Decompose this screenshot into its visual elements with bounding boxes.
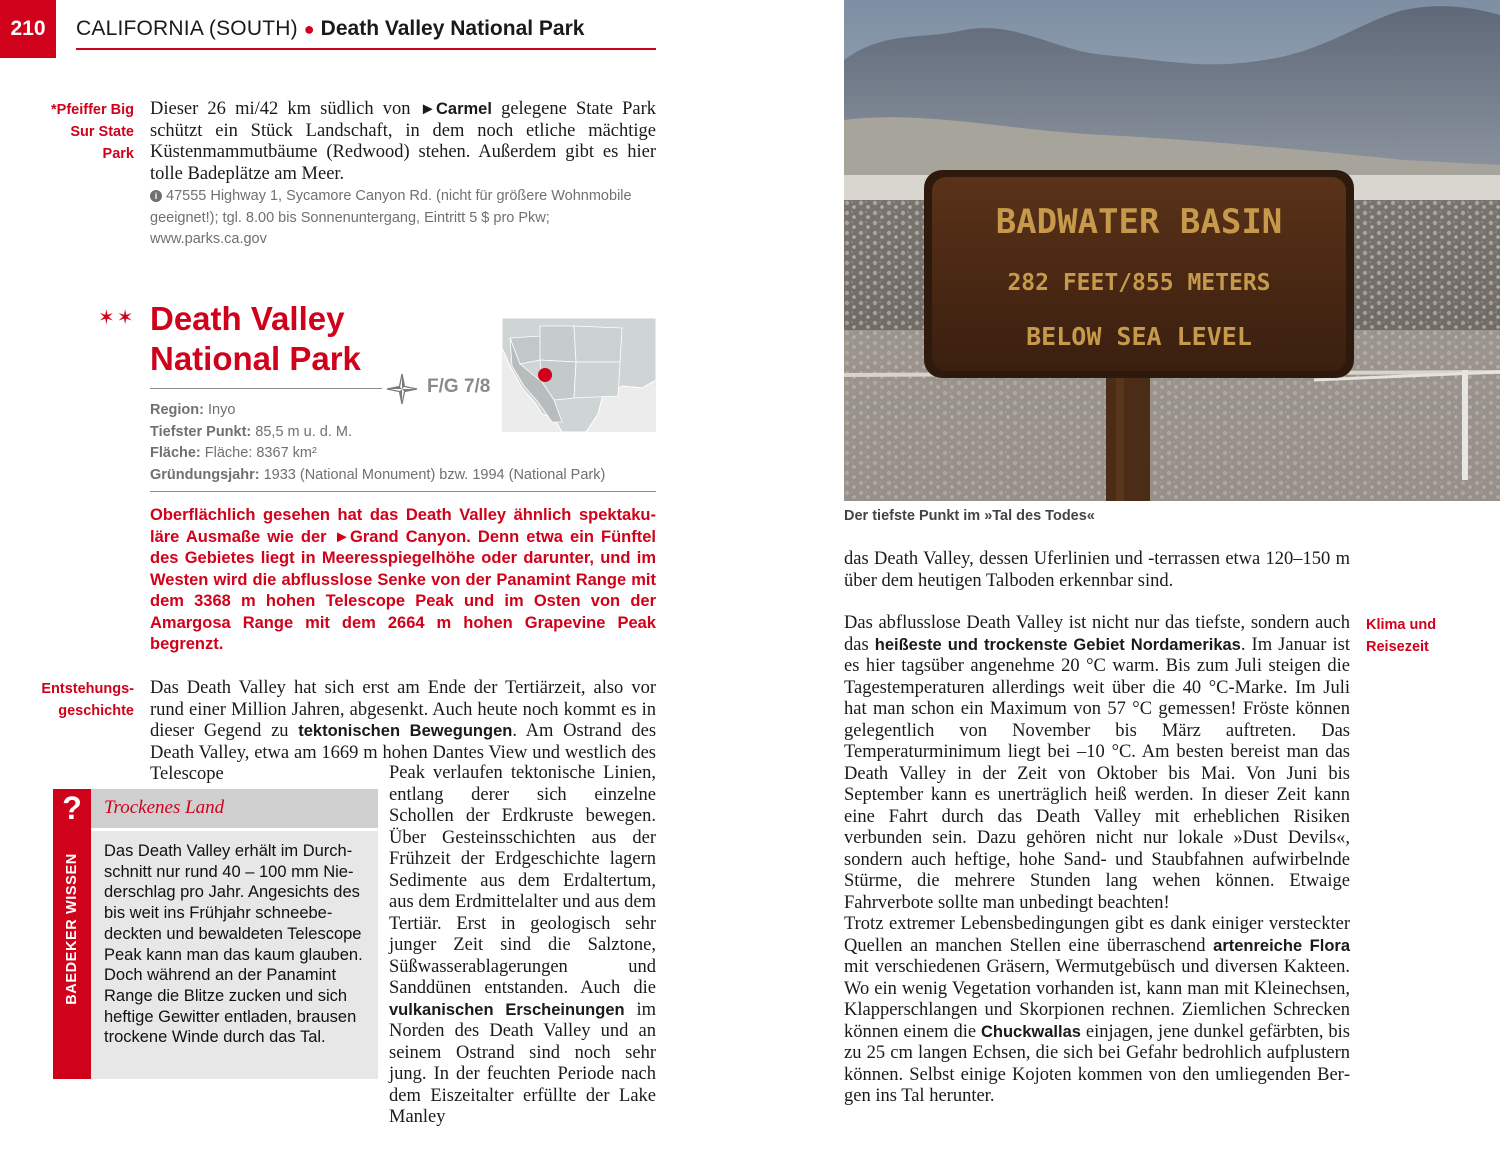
text-run: mit verschiedenen Gräsern, Wermutgebüsch und diversen Kakteen. Wo ein wenig Vegetation vorhanden ist, kann man mit Kleinechsen, Klapperschlangen und Skorpionen rechnen. Ziemlichen Schrecken können einem die [844,957,1350,1042]
sign-line-3: BELOW SEA LEVEL [1026,322,1252,351]
pfeiffer-info [150,186,656,251]
margin-note-line: Reisezeit [1366,639,1429,655]
fact-value: 1933 (National Monument) bzw. 1994 (National Park) [259,466,606,483]
running-head [76,17,584,41]
rating-stars-icon: ✶✶ [98,305,136,329]
sign-line-1: BADWATER BASIN [995,202,1283,242]
fact-label: Gründungsjahr: [150,466,260,483]
fact-label: Tiefster Punkt: [150,423,252,440]
facts-rule [150,491,656,492]
photo-caption: Der tiefste Punkt im »Tal des Todes« [844,508,1095,524]
text-run: Peak verlaufen tektonische Linien, entlang derer sich einzelne Schollen der Erdkruste bewegen. Über Gesteinsschichten aus der Frühzeit der Erdgeschichte lagern Sedimente aus dem Erdaltertum, aus dem Erdmittelalter und aus dem Tertiär. Erst in geologisch sehr junger Zeit sind die Salztone, Süßwasserablagerungen und Sanddünen entstanden. Auch die [389,763,656,998]
fact-row [150,400,656,422]
page-title [150,299,410,379]
fact-row [150,465,656,487]
info-text: 47555 Highway 1, Sycamore Canyon Rd. (nicht für größere Wohnmobile geeignet!); tgl. 8.00 bis Sonnenuntergang, Eintritt 5 $ pro Pkw; www.parks.ca.gov [150,188,632,247]
margin-note-entstehung [10,678,134,722]
page-number: 210 [0,0,56,58]
fact-value: 85,5 m u. d. M. [251,423,353,440]
keyword: heißeste und trockenste Gebiet Nordamerikas [874,635,1241,654]
text-run: im Norden des Death Valley und an seinem Ostrand sind noch sehr jung. In der feuchten Periode nach dem Eiszeitalter erfüllte der Lake Manley [389,999,656,1127]
klima-paragraph [844,613,1350,914]
info-box-separator [91,828,378,831]
fact-label: Fläche: [150,445,201,461]
keyword: vulkanischen Erscheinungen [389,1000,625,1019]
text-run: . Am Ostrand des Death Valley, etwa am 1669 m hohen Dantes View und westlich des Telescope [150,721,657,784]
text-run: Das abflusslose Death Valley ist nicht nur das tiefste, sondern auch das [844,613,1350,655]
badwater-photo [844,0,1500,501]
text-run: . Im Januar ist es hier tagsüber angenehme 20 °C warm. Bis zum Juli steigen die Tagestemperaturen allerdings weit über die 40 °C-Marke. Im Juli hat man schon ein Maximum von 57 °C gemessen! Fröste können gelegentlich von November bis März auftreten. Das Temperaturminimum liegt bei –10 °C. Am besten bereist man das Death Valley in der Zeit von Oktober bis Mai. Von Juni bis September kann es unerträglich heiß werden. In dieser Zeit kann eine Fahrt durch das Death Valley mit erheblichen Risiken verbunden sein. Dazu gehören nicht nur lokale »Dust Devils«, sondern auch heftige, hohe Sand- und Staubfahnen aufwirbelnde Stürme, die mehrere Stunden lang wehen können. Etwaige Fahrverbote sollte man unbedingt beachten! [844,634,1350,913]
header-rule [76,48,656,50]
flora-paragraph [844,914,1350,1108]
facts-list [150,400,656,486]
crossref-link[interactable]: ►Carmel [419,100,492,118]
fact-value: Inyo [203,402,236,418]
text-run: Trotz extremer Lebensbedingungen gibt es dank einiger versteckter Quellen an manchen Stellen eine überraschend [844,914,1350,956]
keyword: artenreiche Flora [1213,936,1351,955]
text-run: Oberflächlich gesehen hat das Death Valley ähnlich spektakuläre Ausmaße wie der [150,506,656,546]
fact-label: Region: [150,402,204,418]
crossref-link[interactable]: ►Grand Canyon [333,527,467,546]
entstehung-column [389,763,656,1129]
text-run: . Denn etwa ein Fünftel des Gebietes liegt in Meeresspiegelhöhe oder darunter, und im Westen wird die abflusslose Senke von der Panamint Range mit dem 3368 m hohen Telescope Peak und im Osten von der Amargosa Range mit dem 2664 m hohen Grapevine Peak begrenzt. [150,527,656,653]
text-run: einjagen, jene dunkel gefärbten, bis zu 25 cm langen Echsen, die sich bei Gefahr bedrohlich aufplustern können. Selbst einige Kojoten kommen von den umliegenden Bergen ins Tal herunter. [844,1021,1350,1106]
question-mark-icon: ? [62,789,82,826]
keyword: tektonischen Bewegungen [298,722,513,740]
text-run: Dieser 26 mi/42 km südlich von [150,99,420,119]
pfeiffer-paragraph [150,99,656,185]
margin-note-klima [1366,614,1496,658]
title-line: Death Valley [150,300,345,337]
margin-note-pfeiffer [10,99,134,165]
sign-line-2: 282 FEET/855 METERS [1007,270,1271,296]
title-rule [150,388,382,389]
bullet-icon: ● [303,19,315,39]
margin-note-line: Sur State [70,124,134,140]
margin-note-line: Entstehungs- [41,681,134,697]
fact-row [150,422,656,444]
keyword: Chuckwallas [980,1022,1081,1041]
info-box-title: Trockenes Land [104,797,225,818]
continued-paragraph: das Death Valley, dessen Uferlinien und -terrassen etwa 120–150 m über dem heutigen Talboden erkennbar sind. [844,549,1350,591]
fact-row [150,443,656,465]
title-line: National Park [150,340,361,377]
klima-section [844,613,1350,1108]
text-run: Das Death Valley hat sich erst am Ende der Tertiärzeit, also vor rund einer Million Jahren, abgesenkt. Auch heute noch kommt es in dieser Gegend zu [150,678,656,741]
running-head-chapter: Death Valley National Park [320,17,585,40]
margin-note-line: geschichte [58,703,134,719]
brand-label: BAEDEKER WISSEN [64,853,80,1005]
info-icon: i [150,190,162,202]
margin-note-line: Park [102,146,134,162]
info-box-text: Das Death Valley erhält im Durchschnitt nur rund 40 – 100 mm Niederschlag pro Jahr. Angesichts des bis weit ins Frühjahr schneebedeckten und bewaldeten Telescope Peak kann man das kaum glauben. Doch während an der Panamint Range die Blitze zucken und sich heftige Gewitter entladen, brausen trockene Winde durch das Tal. [104,842,363,1047]
info-box [53,789,378,1079]
fact-value: Fläche: 8367 km² [200,445,317,461]
info-box-brand [53,789,91,1079]
text-run: gelegene State Park schützt ein Stück Landschaft, in dem noch etliche mächtige Küstenmammutbäume (Redwood) stehen. Außerdem gibt es hier tolle Badeplätze am Meer. [150,99,656,184]
margin-note-line: Klima und [1366,617,1437,633]
map-reference: F/G 7/8 [427,376,491,397]
intro-paragraph [150,505,656,656]
running-head-region: CALIFORNIA (SOUTH) [76,17,298,40]
margin-note-line: *Pfeiffer Big [51,102,134,118]
